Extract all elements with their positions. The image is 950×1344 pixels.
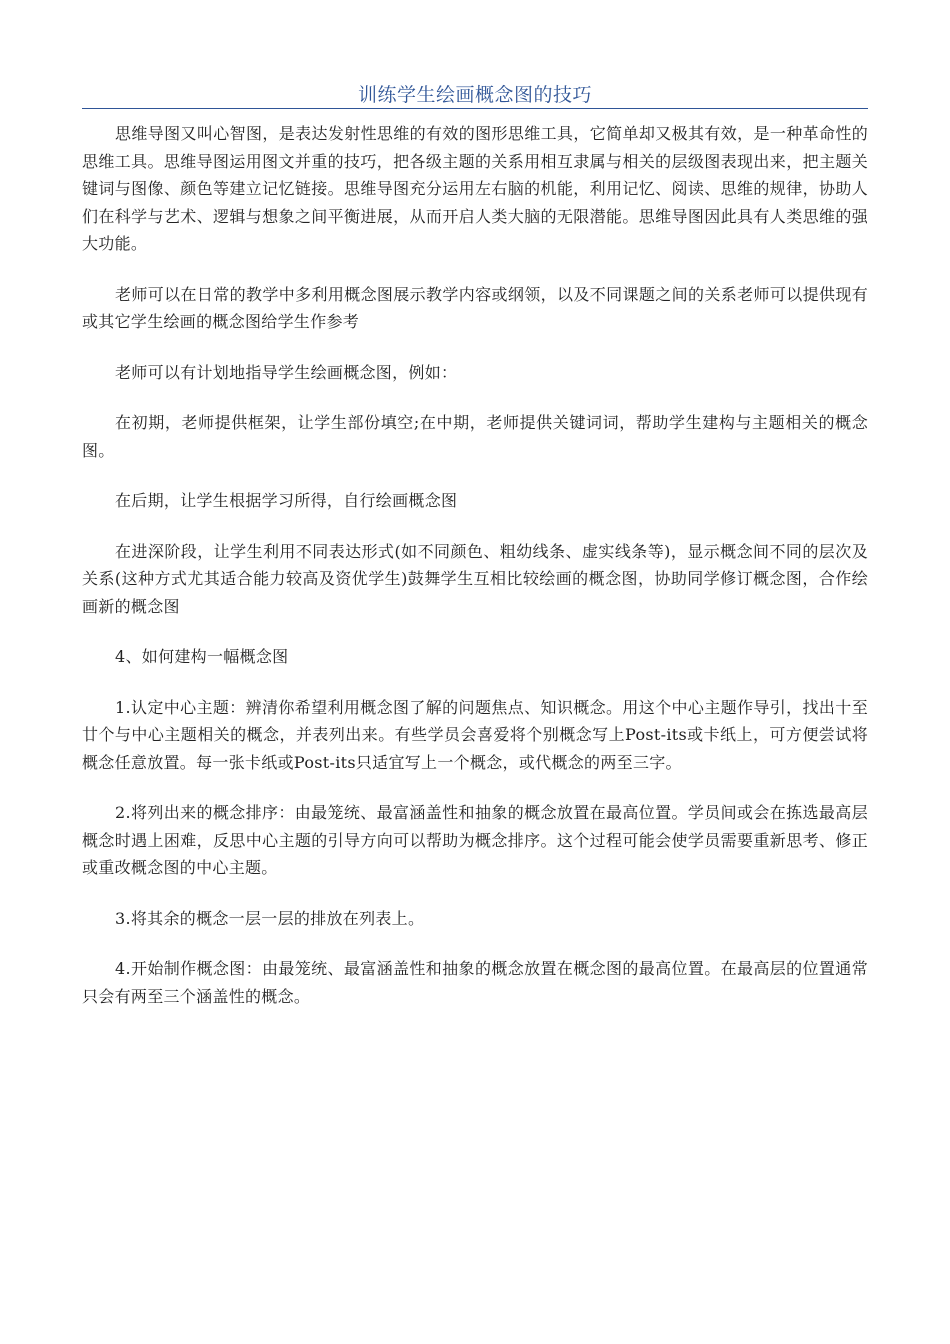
step-1-central-theme: 1.认定中心主题：辨清你希望利用概念图了解的问题焦点、知识概念。用这个中心主题作导引，找出十至廿个与中心主题相关的概念，并表列出来。有些学员会喜爱将个别概念写上Post-its或卡纸上，可方便尝试将概念任意放置。每一张卡纸或Post-its只适宜写上一个概念，或代概念的两至三字。 <box>82 697 868 772</box>
document-title: 训练学生绘画概念图的技巧 <box>357 84 592 106</box>
step-4-start-map: 4.开始制作概念图：由最笼统、最富涵盖性和抽象的概念放置在概念图的最高位置。在最高层的位置通常只会有两至三个涵盖性的概念。 <box>82 959 868 1006</box>
paragraph-early-middle-stage: 在初期，老师提供框架，让学生部份填空;在中期，老师提供关键词词，帮助学生建构与主题相关的概念图。 <box>82 413 868 460</box>
paragraph-advanced-stage: 在进深阶段，让学生利用不同表达形式(如不同颜色、粗幼线条、虚实线条等)，显示概念间不同的层次及关系(这种方式尤其适合能力较高及资优学生)鼓舞学生互相比较绘画的概念图，协助同学修订概念图，合作绘画新的概念图 <box>82 541 868 616</box>
step-3-layer-concepts: 3.将其余的概念一层一层的排放在列表上。 <box>115 908 425 928</box>
step-2-order-concepts: 2.将列出来的概念排序：由最笼统、最富涵盖性和抽象的概念放置在最高位置。学员间或会在拣选最高层概念时遇上困难，反思中心主题的引导方向可以帮助为概念排序。这个过程可能会使学员需要重新思考、修正或重改概念图的中心主题。 <box>82 803 868 877</box>
title-underline <box>82 108 868 109</box>
paragraph-guidance: 老师可以有计划地指导学生绘画概念图，例如： <box>115 362 458 382</box>
paragraph-late-stage: 在后期，让学生根据学习所得，自行绘画概念图 <box>115 491 458 510</box>
section-heading-build-concept-map: 4、如何建构一幅概念图 <box>115 647 289 666</box>
document-body <box>82 120 868 1033</box>
paragraph-mind-map-intro: 思维导图又叫心智图，是表达发射性思维的有效的图形思维工具，它简单却又极其有效，是一种革命性的思维工具。思维导图运用图文并重的技巧，把各级主题的关系用相互隶属与相关的层级图表现出来，把主题关键词与图像、颜色等建立记忆链接。思维导图充分运用左右脑的机能，利用记忆、阅读、思维的规律，协助人们在科学与艺术、逻辑与想象之间平衡进展，从而开启人类大脑的无限潜能。思维导图因此具有人类思维的强大功能。 <box>82 124 868 253</box>
paragraph-teacher-use: 老师可以在日常的教学中多利用概念图展示教学内容或纲领，以及不同课题之间的关系老师可以提供现有或其它学生绘画的概念图给学生作参考 <box>82 284 868 331</box>
